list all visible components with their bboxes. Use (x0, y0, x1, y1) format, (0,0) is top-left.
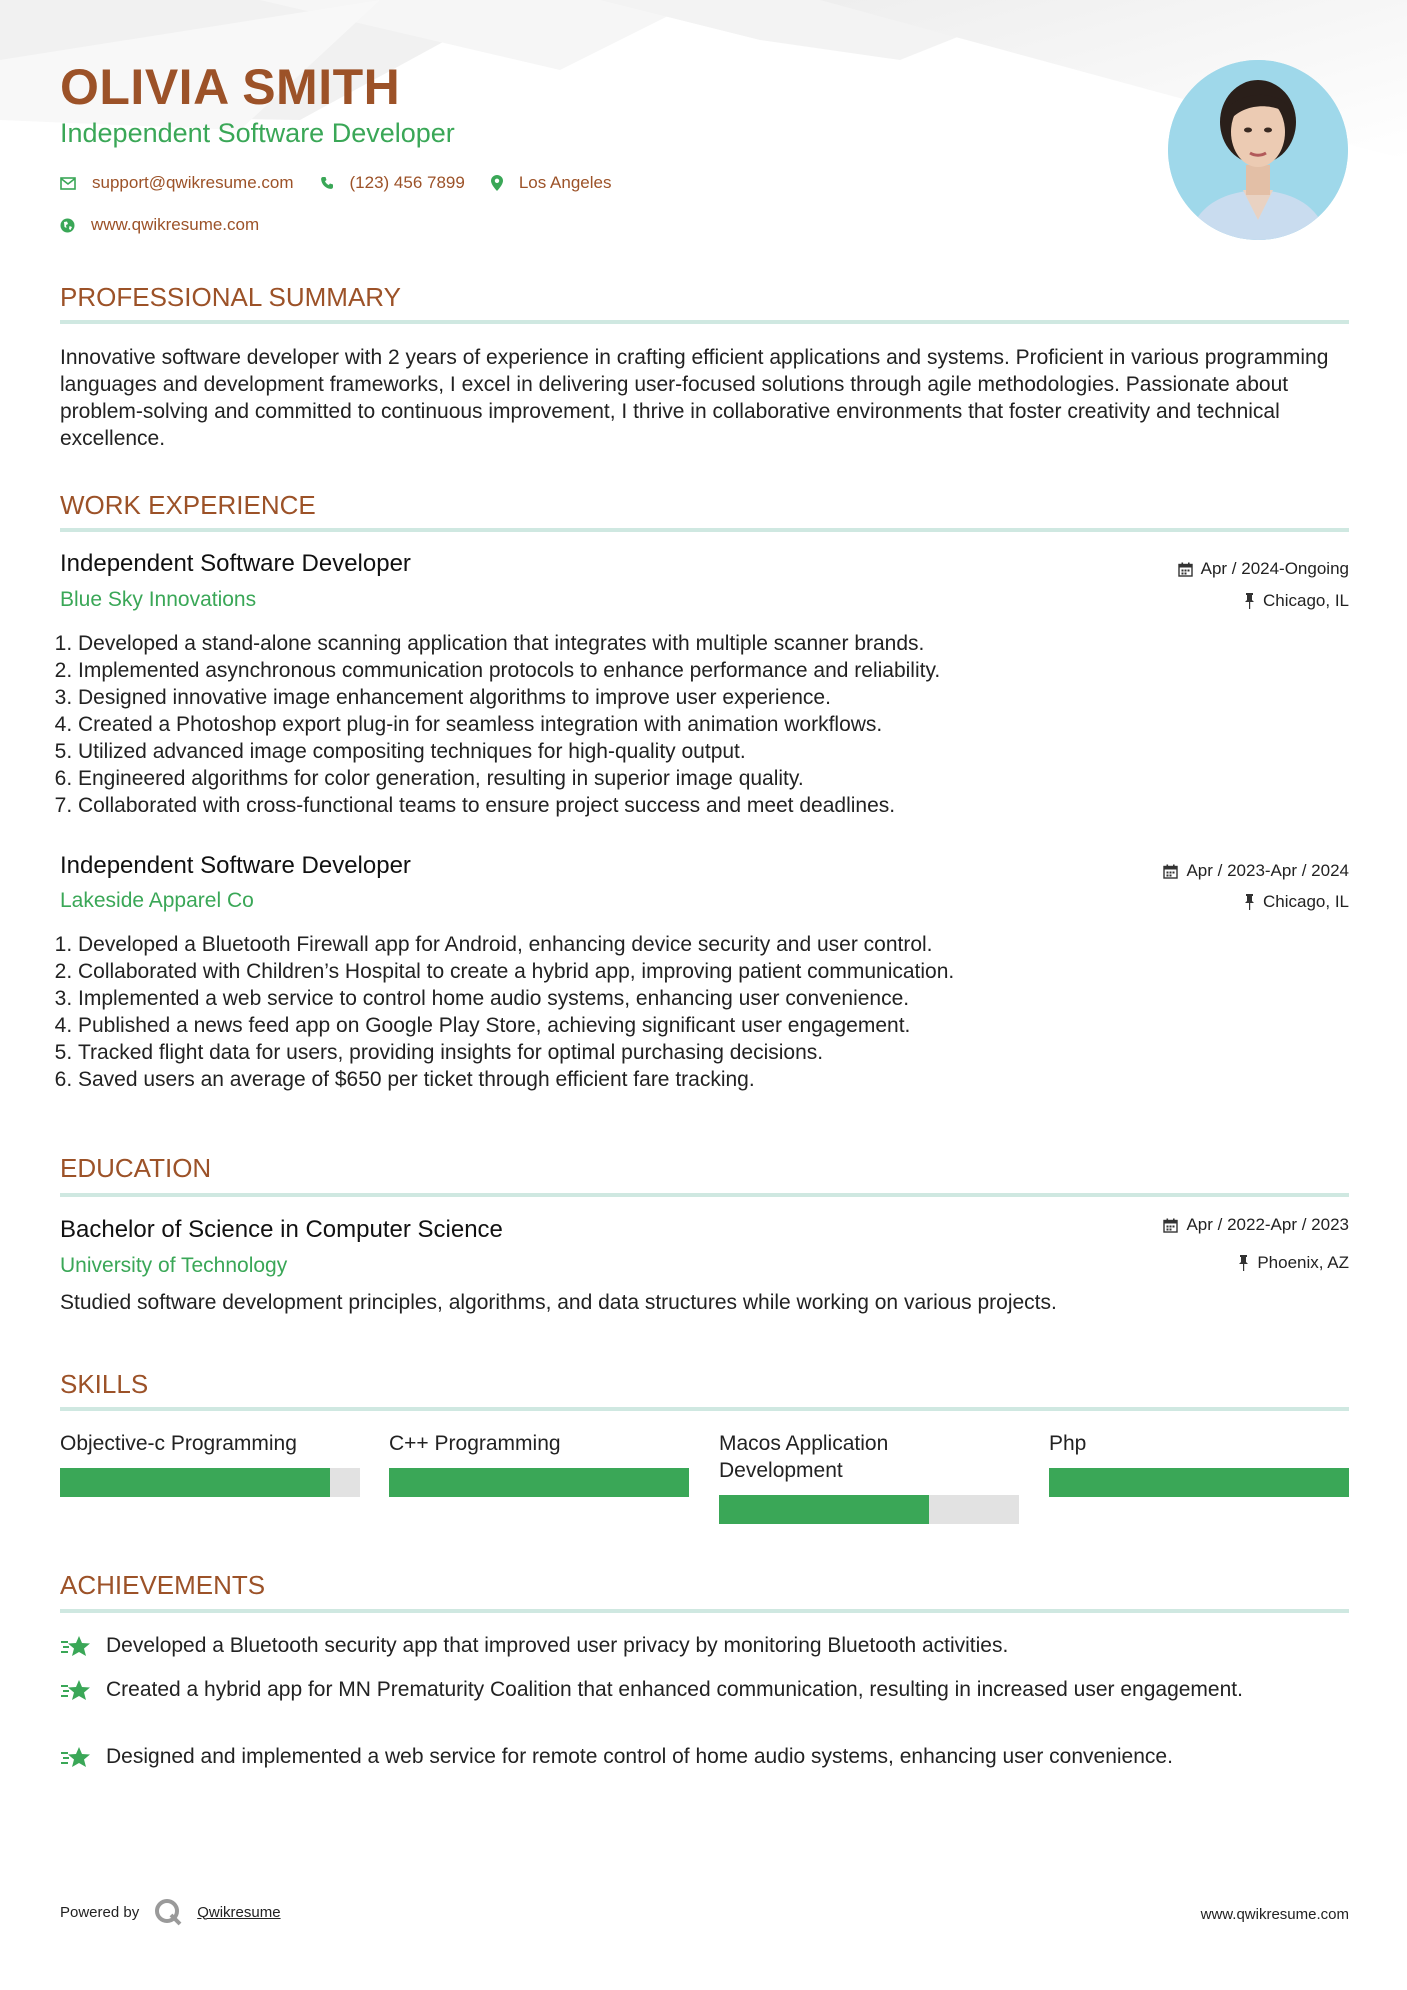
qwikresume-logo-icon (153, 1897, 183, 1927)
calendar-icon (1163, 864, 1178, 879)
list-item: 6. Engineered algorithms for color generation, resulting in superior image quality. (78, 765, 1278, 792)
skill-bar (60, 1468, 360, 1497)
summary-heading: PROFESSIONAL SUMMARY (60, 282, 401, 312)
skill-bar-fill (1049, 1468, 1349, 1497)
skill-item (60, 1430, 360, 1457)
qwikresume-link[interactable]: Qwikresume (197, 1903, 281, 1921)
section-divider (60, 1609, 1349, 1613)
job-location (1244, 591, 1349, 611)
list-item: 1. Developed a stand-alone scanning application that integrates with multiple scanner brands. (78, 630, 1278, 657)
achievement-item (60, 1632, 1350, 1660)
list-item: 5. Tracked flight data for users, providing insights for optimal purchasing decisions. (78, 1039, 1278, 1066)
contact-phone[interactable] (320, 173, 465, 193)
profile-photo (1168, 60, 1348, 240)
star-icon (60, 1634, 92, 1660)
skills-heading: SKILLS (60, 1369, 149, 1399)
map-marker-icon (491, 175, 503, 191)
school-name: University of Technology (60, 1254, 288, 1277)
achievement-text: Designed and implemented a web service for remote control of home audio systems, enhancing user convenience. (106, 1745, 1173, 1768)
contact-email[interactable] (60, 173, 294, 193)
footer-website[interactable]: www.qwikresume.com (1200, 1906, 1349, 1923)
achievement-item (60, 1676, 1350, 1704)
skill-bar-fill (60, 1468, 330, 1497)
list-item: 1. Developed a Bluetooth Firewall app for Android, enhancing device security and user control. (78, 931, 1278, 958)
experience-heading: WORK EXPERIENCE (60, 490, 316, 520)
skill-name: Objective-c Programming (60, 1432, 297, 1455)
powered-by-label: Powered by (60, 1903, 140, 1921)
skill-name: Php (1049, 1432, 1087, 1455)
list-item: 3. Implemented a web service to control home audio systems, enhancing user convenience. (78, 985, 1278, 1012)
job-company: Blue Sky Innovations (60, 588, 257, 611)
skill-bar (719, 1495, 1019, 1524)
section-divider (60, 320, 1349, 324)
achievement-item (60, 1743, 1350, 1771)
calendar-icon (1163, 1218, 1178, 1233)
job-dates (1178, 559, 1349, 579)
website-text: www.qwikresume.com (91, 215, 260, 234)
candidate-role: Independent Software Developer (60, 118, 455, 148)
achievement-text: Created a hybrid app for MN Prematurity Coalition that enhanced communication, resulting in increased user engagement. (106, 1678, 1243, 1701)
list-item: 7. Collaborated with cross-functional teams to ensure project success and meet deadlines. (78, 792, 1278, 819)
pushpin-icon (1244, 894, 1255, 910)
star-icon (60, 1745, 92, 1771)
website-row (60, 215, 285, 235)
list-item: 2. Collaborated with Children’s Hospital to create a hybrid app, improving patient communication. (78, 958, 1278, 985)
education-heading: EDUCATION (60, 1153, 212, 1183)
job-title: Independent Software Developer (60, 852, 411, 879)
pushpin-icon (1244, 593, 1255, 609)
contact-location (491, 173, 612, 193)
job-company: Lakeside Apparel Co (60, 889, 254, 912)
list-item: 2. Implemented asynchronous communication protocols to enhance performance and reliability. (78, 657, 1278, 684)
summary-text: Innovative software developer with 2 years of experience in crafting efficient applications and systems. Proficient in various programming languages and development frameworks, I excel in delivering user-focused solutions through agile methodologies. Passionate about problem-solving and committed to continuous improvement, I thrive in collaborative environments that foster creativity and technical excellence. (60, 346, 1329, 450)
contact-row (60, 173, 637, 193)
achievements-heading: ACHIEVEMENTS (60, 1570, 266, 1600)
education-location (1238, 1253, 1349, 1273)
phone-icon (320, 176, 334, 190)
section-divider (60, 528, 1349, 532)
job-bullets (60, 630, 1278, 819)
job-location-text: Chicago, IL (1263, 892, 1349, 911)
job-dates-text: Apr / 2023-Apr / 2024 (1186, 861, 1349, 880)
education-dates-text: Apr / 2022-Apr / 2023 (1186, 1215, 1349, 1234)
skill-item (1049, 1430, 1349, 1457)
skill-item (389, 1430, 689, 1457)
skill-bar-fill (719, 1495, 929, 1524)
footer-powered-by (60, 1897, 281, 1927)
pushpin-icon (1238, 1255, 1249, 1271)
contact-website[interactable] (60, 215, 259, 235)
job-dates (1163, 861, 1349, 881)
education-description: Studied software development principles, algorithms, and data structures while working on various projects. (60, 1291, 1057, 1314)
list-item: 6. Saved users an average of $650 per ticket through efficient fare tracking. (78, 1066, 1278, 1093)
calendar-icon (1178, 562, 1193, 577)
skill-name: Macos Application Development (719, 1432, 889, 1482)
job-title: Independent Software Developer (60, 550, 411, 577)
list-item: 5. Utilized advanced image compositing techniques for high-quality output. (78, 738, 1278, 765)
job-location-text: Chicago, IL (1263, 591, 1349, 610)
star-icon (60, 1678, 92, 1704)
skill-item (719, 1430, 1019, 1484)
phone-text: (123) 456 7899 (349, 173, 465, 192)
list-item: 3. Designed innovative image enhancement algorithms to improve user experience. (78, 684, 1278, 711)
section-divider (60, 1193, 1349, 1197)
education-location-text: Phoenix, AZ (1257, 1253, 1349, 1272)
portrait-illustration (1168, 60, 1348, 240)
education-dates (1163, 1215, 1349, 1235)
job-bullets (60, 931, 1278, 1093)
location-text: Los Angeles (518, 173, 612, 192)
envelope-icon (60, 177, 76, 190)
degree-title: Bachelor of Science in Computer Science (60, 1216, 503, 1243)
skill-bar (389, 1468, 689, 1497)
achievement-text: Developed a Bluetooth security app that improved user privacy by monitoring Bluetooth activities. (106, 1634, 1009, 1657)
candidate-name: OLIVIA SMITH (60, 59, 401, 115)
email-text: support@qwikresume.com (92, 173, 294, 192)
skill-bar-fill (389, 1468, 689, 1497)
section-divider (60, 1407, 1349, 1411)
skill-bar (1049, 1468, 1349, 1497)
job-location (1244, 892, 1349, 912)
list-item: 4. Published a news feed app on Google Play Store, achieving significant user engagement. (78, 1012, 1278, 1039)
skill-name: C++ Programming (389, 1432, 561, 1455)
globe-icon (60, 218, 75, 233)
job-dates-text: Apr / 2024-Ongoing (1200, 559, 1349, 578)
list-item: 4. Created a Photoshop export plug-in for seamless integration with animation workflows. (78, 711, 1278, 738)
